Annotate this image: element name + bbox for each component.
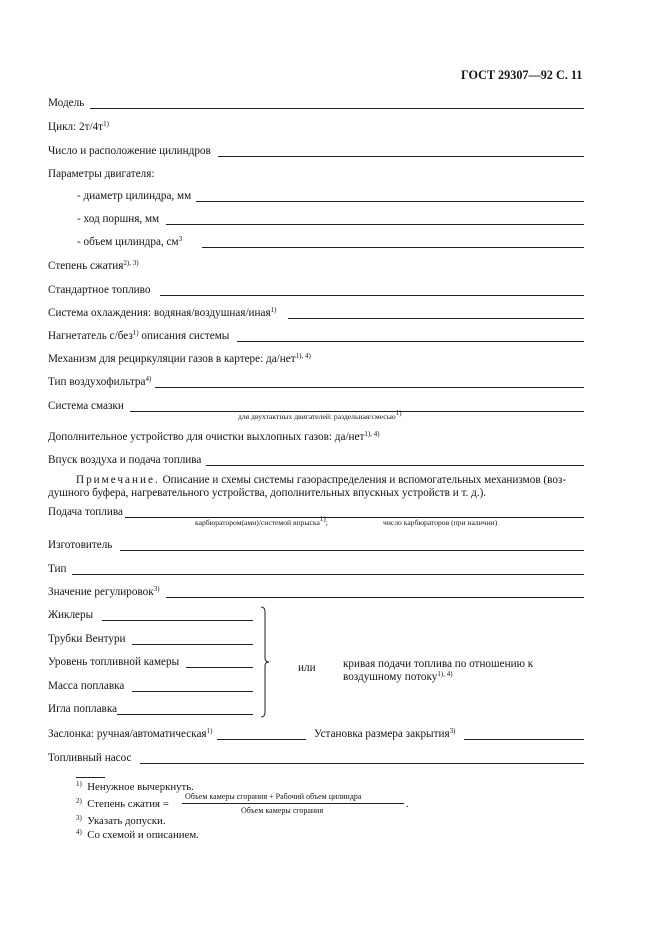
cylinders-line[interactable]: [218, 156, 584, 157]
model-line[interactable]: [90, 108, 584, 109]
lubrication-label: Система смазки: [48, 400, 124, 412]
crankcase-label: Механизм для рециркуляции газов в картере: да/нет$^{1), 4)}$: [48, 352, 311, 365]
compression-label: Степень сжатия$^{2), 3)}$: [48, 259, 139, 272]
displacement-line[interactable]: [202, 247, 584, 248]
stroke-label: - ход поршня, мм: [77, 213, 160, 225]
displacement-label: - объем цилиндра, $см^3$: [77, 235, 183, 248]
float-level-label: Уровень топливной камеры: [48, 656, 180, 668]
footnote-separator: [76, 777, 105, 778]
choke-line[interactable]: [217, 739, 306, 740]
jets-label: Жиклеры: [48, 609, 94, 621]
supercharger-label: Нагнетатель с/без$^{1)}$ описания системы: [48, 329, 230, 342]
fuel-supply-line[interactable]: [125, 517, 584, 518]
footnote-3: $^{3)}$ Указать допуски.: [76, 814, 166, 827]
exhaust-label: Дополнительное устройство для очистки выхлопных газов: да/нет$^{1), 4)}$: [48, 430, 380, 443]
cylinders-label: Число и расположение цилиндров: [48, 145, 211, 157]
closing-setting-line[interactable]: [464, 739, 584, 740]
choke-label: Заслонка: ручная/автоматическая$^{1)}$: [48, 727, 213, 740]
footnote-4: $^{4)}$ Со схемой и описанием.: [76, 828, 199, 841]
venturi-label: Трубки Вентури: [48, 633, 126, 645]
supercharger-line[interactable]: [237, 341, 584, 342]
air-filter-line[interactable]: [155, 387, 584, 388]
footnote-2-denominator: Объем камеры сгорания: [241, 806, 324, 815]
manufacturer-label: Изготовитель: [48, 539, 113, 551]
footnote-2-end: .: [406, 798, 409, 810]
float-mass-line[interactable]: [132, 691, 253, 692]
fuel-pump-line[interactable]: [140, 763, 584, 764]
footnote-1: $^{1)}$ Ненужное вычеркнуть.: [76, 780, 194, 793]
curve-label-1: кривая подачи топлива по отношению к: [343, 658, 534, 670]
bore-label: - диаметр цилиндра, мм: [77, 190, 192, 202]
cooling-label: Система охлаждения: водяная/воздушная/иная$^{1)}$: [48, 306, 277, 319]
footnote-2-numerator: Объем камеры сгорания + Рабочий объем цилиндра: [185, 792, 362, 801]
float-mass-label: Масса поплавка: [48, 680, 125, 692]
manufacturer-line[interactable]: [120, 550, 584, 551]
fraction-bar: [182, 803, 404, 804]
note-line-1: Примечание. Описание и схемы системы газораспределения и вспомогательных механизмов (воз-: [76, 474, 567, 486]
fuel-pump-label: Топливный насос: [48, 752, 132, 764]
cooling-line[interactable]: [288, 318, 584, 319]
curve-label-2: воздушному потоку$^{1), 4)}$: [343, 670, 453, 683]
std-fuel-line[interactable]: [160, 295, 584, 296]
cycle-label: Цикл: $2т/4т^{1)}$: [48, 120, 109, 133]
fuel-supply-label: Подача топлива: [48, 506, 123, 518]
model-label: Модель: [48, 97, 85, 109]
engine-params-label: Параметры двигателя:: [48, 168, 155, 180]
fuel-supply-note-b: число карбюраторов (при наличии): [383, 518, 498, 527]
float-needle-line[interactable]: [117, 714, 253, 715]
settings-line[interactable]: [166, 597, 584, 598]
fuel-supply-note-a: карбюратором(ами)/системой впрыска$^{1)}$;: [195, 515, 328, 527]
type-label: Тип: [48, 563, 67, 575]
or-label: или: [298, 662, 316, 674]
stroke-line[interactable]: [166, 224, 584, 225]
type-line[interactable]: [72, 574, 584, 575]
lubrication-note: для двухтактных двигателей: раздельная/смесью$^{1)}$: [238, 409, 402, 421]
float-needle-label: Игла поплавка: [48, 703, 118, 715]
note-line-2: душного буфера, нагревательного устройства, дополнительных впускных устройств и т. д.).: [48, 487, 487, 499]
intake-line[interactable]: [206, 465, 584, 466]
footnote-2: $^{2)}$ Степень сжатия =: [76, 797, 169, 810]
jets-line[interactable]: [102, 620, 253, 621]
intake-label: Впуск воздуха и подача топлива: [48, 454, 202, 466]
venturi-line[interactable]: [132, 644, 253, 645]
settings-label: Значение регулировок$^{3)}$: [48, 585, 160, 598]
air-filter-label: Тип воздухофильтра$^{4)}$: [48, 375, 152, 388]
bore-line[interactable]: [196, 201, 584, 202]
closing-setting-label: Установка размера закрытия$^{3)}$: [314, 727, 456, 740]
float-level-line[interactable]: [186, 667, 253, 668]
std-fuel-label: Стандартное топливо: [48, 284, 151, 296]
page-header: ГОСТ 29307—92 С. 11: [461, 68, 583, 82]
right-brace-icon: [260, 606, 270, 718]
